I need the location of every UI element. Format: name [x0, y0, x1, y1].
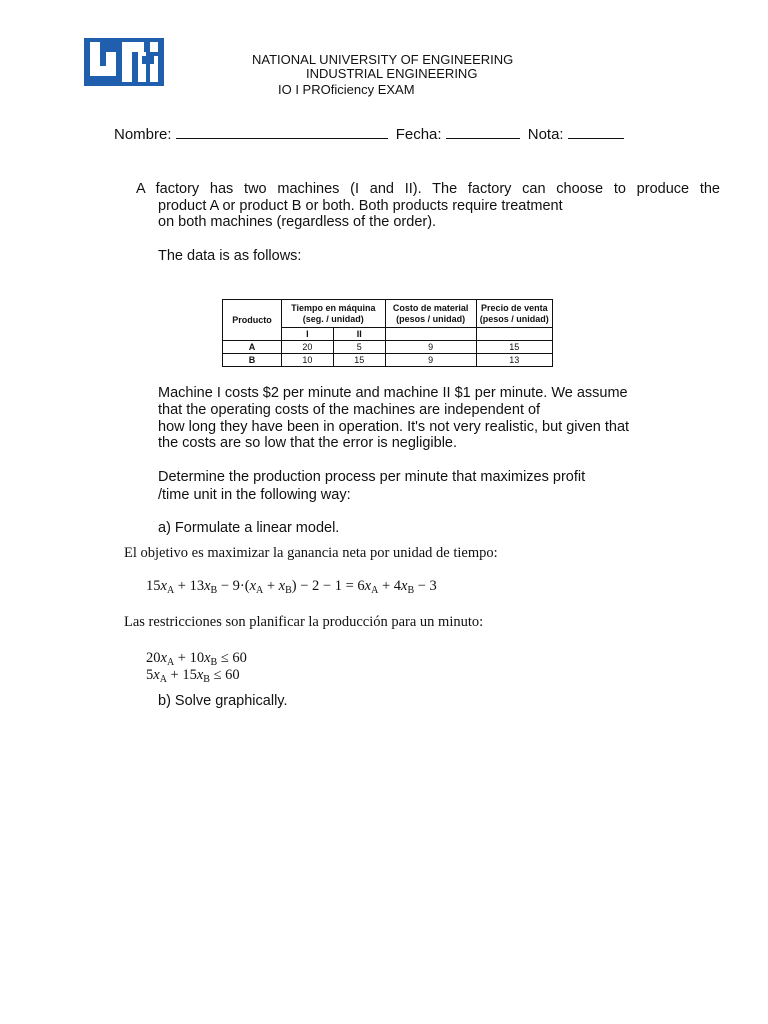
name-label: Nombre:	[114, 126, 172, 143]
part-b: b) Solve graphically.	[158, 693, 288, 709]
date-label: Fecha:	[395, 126, 442, 143]
problem-intro-line-1: A factory has two machines (I and II). The factory can choose to produce the	[136, 181, 720, 197]
cost-line-4: the costs are so low that the error is negligible.	[158, 435, 458, 451]
constraint-2: $5x_A + 15x_B \le 60$	[146, 667, 240, 685]
problem-intro-line-3: on both machines (regardless of the order).	[158, 214, 437, 230]
header-material-cost: Costo de material (pesos / unidad)	[385, 300, 476, 328]
cost-line-1: Machine I costs $2 per minute and machine II $1 per minute. We assume	[158, 385, 628, 401]
constraint-1: $20x_A + 10x_B \le 60$	[146, 650, 247, 668]
grade-field[interactable]	[568, 124, 624, 139]
problem-intro-line-2: product A or product B or both. Both products require treatment	[158, 198, 563, 214]
exam-title: IO I PROficiency EXAM	[278, 82, 415, 97]
cost-line-2: that the operating costs of the machines are independent of	[158, 402, 541, 418]
university-name: NATIONAL UNIVERSITY OF ENGINEERING	[252, 52, 514, 67]
university-logo	[84, 38, 164, 86]
task-line-1: Determine the production process per minute that maximizes profit	[158, 469, 586, 485]
table-row: B 10 15 9 13	[223, 354, 553, 367]
data-intro: The data is as follows:	[158, 248, 302, 264]
part-a: a) Formulate a linear model.	[158, 520, 340, 536]
machine-data-table	[222, 299, 553, 367]
grade-label: Nota:	[527, 126, 564, 143]
constraints-title: Las restricciones son planificar la producción para un minuto:	[124, 614, 484, 630]
student-fields	[114, 124, 628, 143]
cost-line-3: how long they have been in operation. It's not very realistic, but given that	[158, 419, 630, 435]
date-field[interactable]	[446, 124, 520, 139]
objective-equation: $15x_A + 13x_B - 9\cdot(x_A + x_B) - 2 - 1 = 6x_A + 4x_B - 3$	[146, 578, 437, 596]
objective-title: El objetivo es maximizar la ganancia neta por unidad de tiempo:	[124, 545, 498, 561]
header-machine-2: II	[333, 328, 385, 341]
name-field[interactable]	[176, 124, 388, 139]
table-row: A 20 5 9 15	[223, 341, 553, 354]
faculty-name: INDUSTRIAL ENGINEERING	[306, 66, 478, 81]
header-machine-time: Tiempo en máquina (seg. / unidad)	[282, 300, 386, 328]
header-sale-price: Precio de venta (pesos / unidad)	[476, 300, 552, 328]
header-product: Producto	[223, 300, 282, 341]
task-line-2: /time unit in the following way:	[158, 487, 351, 503]
header-machine-1: I	[282, 328, 334, 341]
